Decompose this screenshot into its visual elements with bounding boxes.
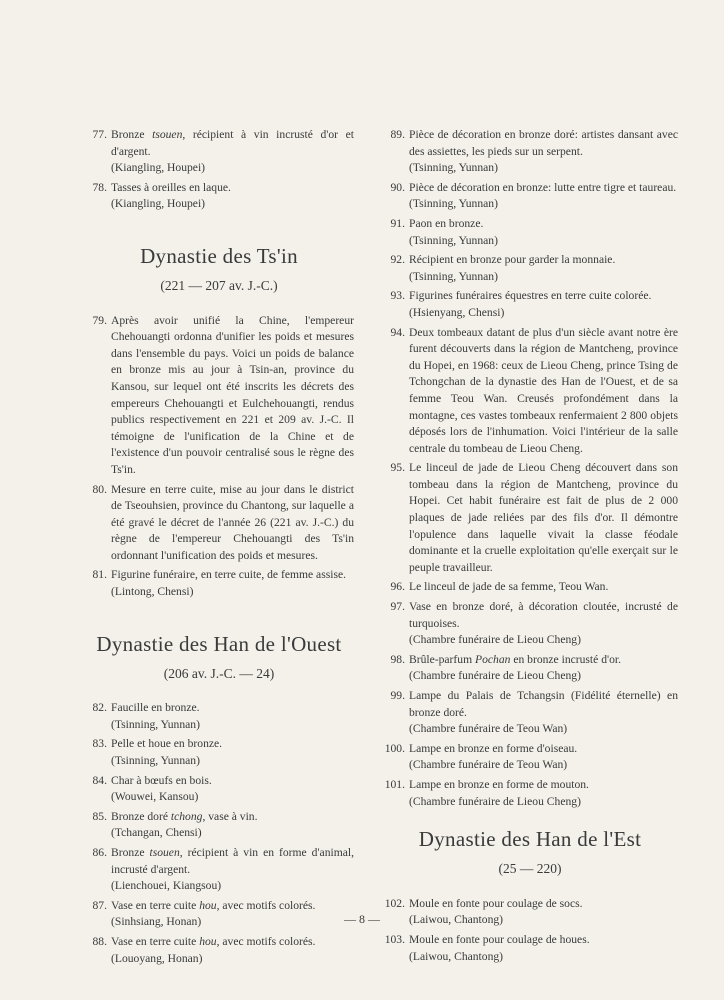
entry-number: 100.	[384, 741, 405, 755]
entry-number: 101.	[384, 777, 405, 791]
catalog-entry	[84, 313, 354, 479]
catalog-entry	[382, 579, 678, 596]
entry-description	[111, 700, 354, 717]
entry-text: Figurines funéraires équestres en terre cuite colorée.	[409, 289, 652, 303]
entry-number: 91.	[390, 216, 405, 230]
catalog-entry	[84, 180, 354, 213]
catalog-entry	[84, 567, 354, 600]
entry-location: ( Tsinning, Yunnan )	[111, 717, 354, 734]
entry-location: ( Louoyang, Honan )	[111, 951, 354, 968]
entry-description	[111, 736, 354, 753]
entry-text: Pièce de décoration en bronze doré: artistes dansant avec des assiettes, les pieds sur un serpent.	[409, 128, 678, 158]
entry-description	[409, 741, 678, 758]
entry-number: 99.	[390, 689, 405, 702]
entry-location: ( Hsienyang, Chensi )	[409, 305, 678, 322]
entry-description	[409, 288, 678, 305]
entry-location: ( Laiwou, Chantong )	[409, 912, 678, 929]
page-number: — 8 —	[344, 912, 380, 926]
entry-number: 84.	[92, 773, 107, 787]
entry-number: 96.	[390, 580, 405, 594]
entry-description	[111, 127, 354, 160]
entry-number: 93.	[390, 289, 405, 303]
entry-number: 98.	[390, 652, 405, 666]
catalog-entry	[382, 741, 678, 774]
entry-text: Tasses à oreilles en laque.	[111, 180, 231, 194]
entry-number: 78.	[92, 180, 107, 194]
catalog-entry	[84, 482, 354, 565]
entry-description	[111, 482, 354, 565]
catalog-entry	[84, 736, 354, 769]
section-dates-tsin: ( 221 — 207 av. J.-C. )	[84, 278, 354, 295]
entry-term: hou	[199, 898, 217, 912]
entry-text-continued: en bronze incrusté d'or.	[510, 652, 622, 666]
entry-location: ( Kiangling, Houpei )	[111, 160, 354, 177]
entry-description	[409, 180, 678, 197]
entry-term: Pochan	[475, 652, 511, 666]
entry-number: 94.	[390, 325, 405, 339]
entry-number: 89.	[390, 128, 405, 141]
catalog-entry	[382, 216, 678, 249]
entry-location: ( Kiangling, Houpei )	[111, 196, 354, 213]
entry-text: Pelle et houe en bronze.	[111, 737, 223, 751]
entry-number: 102.	[384, 896, 405, 910]
entry-term: hou	[199, 934, 217, 948]
entry-description	[409, 599, 678, 632]
entry-text-continued: , avec motifs colorés.	[216, 898, 316, 912]
entry-location: ( Tsinning, Yunnan )	[409, 233, 678, 250]
entry-location: ( Chambre funéraire de Lieou Cheng )	[409, 632, 678, 649]
entry-text-continued: , avec motifs colorés.	[216, 934, 316, 948]
catalog-entry	[382, 180, 678, 213]
entry-text: Figurine funéraire, en terre cuite, de femme assise.	[111, 568, 346, 582]
entry-term: tchong	[170, 809, 203, 823]
entry-text: Après avoir unifié la Chine, l'empereur Chehouangti ordonna d'unifier les poids et mesures dans l'ensemble du pays. Voici un poids de balance en bronze mis au jour à Tsin-an, province du Kansou, sur lequel ont été inscrits les décrets des empereurs Chehouangti et Eulchehouangti, rendus publics respectivement en 221 et 209 av. J.-C. Il témoigne de l'unification de la Chine et de l'existence d'un pouvoir centralisé sous le règne des Ts'in.	[111, 313, 354, 476]
entry-number: 92.	[390, 253, 405, 267]
entry-description	[111, 845, 354, 878]
entry-description	[409, 325, 678, 458]
entry-text-continued: , vase à vin.	[202, 809, 258, 823]
entry-list	[84, 313, 354, 601]
entry-number: 79.	[92, 313, 107, 327]
catalog-entry	[382, 460, 678, 576]
entry-number: 90.	[390, 180, 405, 194]
catalog-entry	[382, 688, 678, 738]
entry-description	[409, 652, 678, 669]
entry-description	[111, 773, 354, 790]
catalog-entry	[382, 127, 678, 177]
entry-number: 77.	[92, 128, 107, 141]
entry-location: ( Chambre funéraire de Lieou Cheng )	[409, 668, 678, 685]
entry-location: ( Lintong, Chensi )	[111, 584, 354, 601]
left-column	[84, 127, 354, 970]
entry-number: 88.	[92, 934, 107, 948]
entry-description	[409, 579, 678, 596]
section-heading-han-ouest: Dynastie des Han de l'Ouest	[96, 631, 342, 656]
entry-location: ( Tchangan, Chensi )	[111, 825, 354, 842]
entry-location: ( Laiwou, Chantong )	[409, 949, 678, 966]
entry-text: Vase en terre cuite	[111, 898, 200, 912]
catalog-entry	[84, 127, 354, 177]
entry-location: ( Wouwei, Kansou )	[111, 789, 354, 806]
entry-text: Bronze	[111, 128, 153, 141]
entry-text: Faucille en bronze.	[111, 701, 200, 715]
entry-text: Deux tombeaux datant de plus d'un siècle avant notre ère furent découverts dans la région de Mantcheng, province du Hopei, en 1968: ceux de Lieou Cheng, prince Tsing de Tchongchan de la dynastie des Han de l'Ouest, et de sa femme Teou Wan. Creusés profondément dans la montagne, ces vastes tombeaux renfermaient 2 800 objets déposés lors de l'inhumation. Voici l'intérieur de la salle centrale du tombeau de Lieou Cheng.	[409, 325, 678, 455]
section-heading-tsin: Dynastie des Ts'in	[140, 243, 298, 268]
entry-description	[409, 777, 678, 794]
entry-text: Moule en fonte pour coulage de socs.	[409, 896, 583, 910]
section-heading-han-est: Dynastie des Han de l'Est	[418, 827, 642, 852]
entry-text: Bronze doré	[111, 809, 171, 823]
catalog-entry	[84, 773, 354, 806]
entry-location: ( Lienchouei, Kiangsou )	[111, 878, 354, 895]
entry-text: Moule en fonte pour coulage de houes.	[409, 932, 590, 946]
entry-location: ( Chambre funéraire de Teou Wan )	[409, 757, 678, 774]
catalog-entry	[84, 934, 354, 967]
entry-number: 87.	[92, 898, 107, 912]
catalog-entry	[84, 845, 354, 895]
catalog-entry	[382, 932, 678, 965]
catalog-entry	[382, 252, 678, 285]
entry-description	[111, 934, 354, 951]
catalog-entry	[382, 599, 678, 649]
entry-text: Lampe du Palais de Tchangsin (Fidélité éternelle) en bronze doré.	[409, 689, 678, 719]
entry-description	[111, 567, 354, 584]
entry-description	[409, 932, 678, 949]
entry-number: 83.	[92, 737, 107, 751]
entry-term: tsouen	[152, 128, 183, 141]
catalog-entry	[382, 652, 678, 685]
entry-location: ( Tsinning, Yunnan )	[409, 160, 678, 177]
entry-text: Paon en bronze.	[409, 216, 484, 230]
entry-list	[382, 127, 678, 810]
entry-text-continued: , récipient à vin incrusté d'or et d'argent.	[111, 128, 354, 158]
right-column	[382, 127, 678, 968]
entry-text: Récipient en bronze pour garder la monnaie.	[409, 253, 616, 267]
catalog-entry	[84, 809, 354, 842]
entry-list	[84, 700, 354, 967]
entry-number: 95.	[390, 461, 405, 475]
entry-number: 82.	[92, 701, 107, 715]
entry-description	[409, 896, 678, 913]
entry-number: 97.	[390, 600, 405, 614]
entry-text: Brûle-parfum	[409, 652, 475, 666]
entry-text: Le linceul de jade de sa femme, Teou Wan.	[409, 580, 609, 594]
entry-text: Pièce de décoration en bronze: lutte entre tigre et taureau.	[409, 180, 677, 194]
entry-number: 86.	[92, 846, 107, 859]
entry-text: Char à bœufs en bois.	[111, 773, 212, 787]
entry-description	[409, 252, 678, 269]
entry-location: ( Tsinning, Yunnan )	[111, 753, 354, 770]
entry-location: ( Tsinning, Yunnan )	[409, 269, 678, 286]
entry-location: ( Chambre funéraire de Lieou Cheng )	[409, 794, 678, 811]
entry-description	[409, 216, 678, 233]
entry-description	[409, 460, 678, 576]
entry-text: Lampe en bronze en forme d'oiseau.	[409, 741, 578, 755]
entry-number: 103.	[384, 932, 405, 946]
entry-location: ( Tsinning, Yunnan )	[409, 196, 678, 213]
entry-number: 80.	[92, 482, 107, 496]
entry-text: Vase en bronze doré, à décoration cloutée, incrusté de turquoises.	[409, 600, 678, 630]
entry-text: Le linceul de jade de Lieou Cheng découvert dans son tombeau dans la région de Mantcheng, province du Hopei. Cet habit funéraire est fait de plus de 2 000 plaques de jade reliées par des fils d'or. Il démontre l'opulence dans laquelle vivait la classe féodale dominante et la cruelle exploitation qu'elle exerçait sur le peuple travailleur.	[409, 461, 678, 574]
entry-location: ( Chambre funéraire de Teou Wan )	[409, 721, 678, 738]
entry-description	[111, 180, 354, 197]
entry-location: ( Sinhsiang, Honan )	[111, 914, 354, 931]
catalog-entry	[382, 288, 678, 321]
entry-text: Lampe en bronze en forme de mouton.	[409, 777, 589, 791]
entry-term: tsouen	[149, 846, 180, 859]
entry-number: 85.	[92, 809, 107, 823]
entry-text-continued: , récipient à vin en forme d'animal, incrusté d'argent.	[111, 846, 354, 876]
entry-text: Bronze	[111, 846, 150, 859]
entry-description	[409, 127, 678, 160]
entry-text: Vase en terre cuite	[111, 934, 200, 948]
entry-list	[382, 896, 678, 965]
entry-list	[84, 127, 354, 213]
catalog-entry	[84, 700, 354, 733]
entry-text: Mesure en terre cuite, mise au jour dans le district de Tseouhsien, province du Chantong, sur laquelle a été gravé le décret de l'année 26 (221 av. J.-C.) du règne de l'empereur Chehouangti des Ts'in ordonnant l'unification des poids et mesures.	[111, 482, 354, 562]
entry-description	[111, 809, 354, 826]
entry-description	[111, 313, 354, 479]
catalog-entry	[382, 777, 678, 810]
entry-description	[409, 688, 678, 721]
section-dates-han-ouest: ( 206 av. J.-C. — 24 )	[84, 666, 354, 683]
catalog-entry	[382, 325, 678, 458]
entry-number: 81.	[92, 568, 107, 582]
section-dates-han-est: ( 25 — 220 )	[382, 861, 678, 878]
